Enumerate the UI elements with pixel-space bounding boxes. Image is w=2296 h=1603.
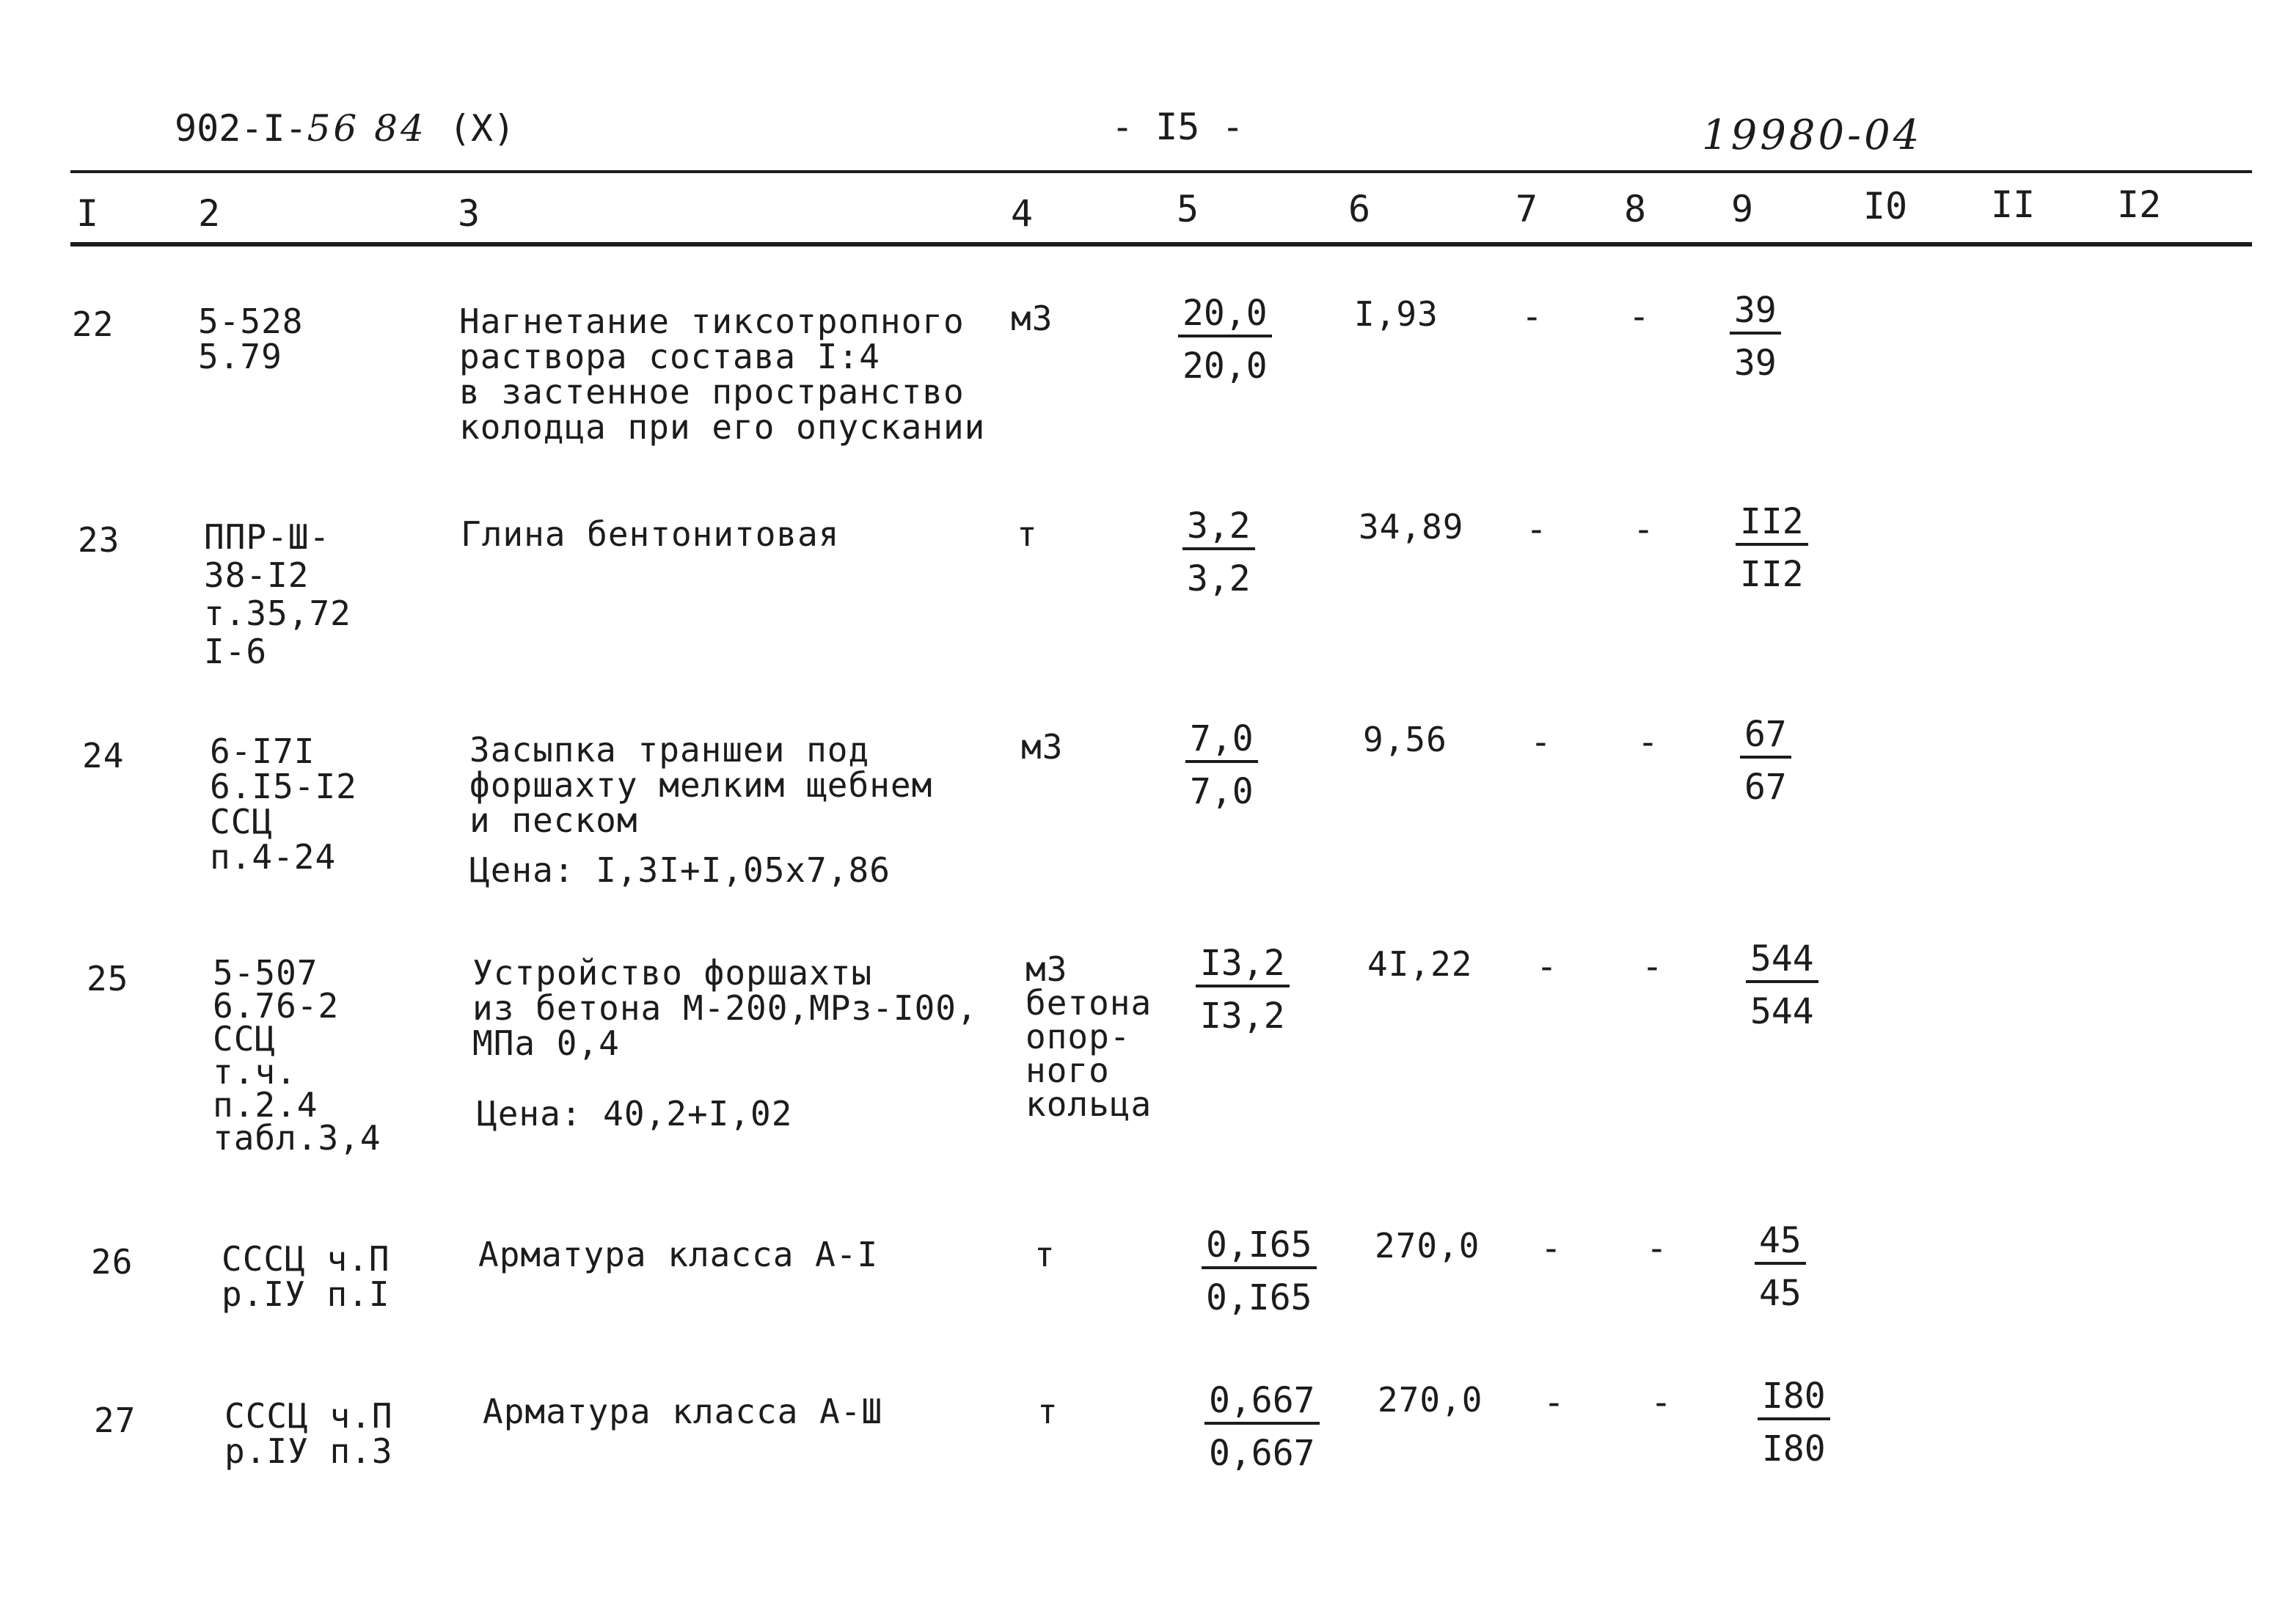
row-price-note: Цена: 40,2+I,02 (477, 1094, 793, 1133)
row-col7: - (1543, 1382, 1565, 1423)
row-code: СССЦ ч.П р.IУ п.I (222, 1239, 390, 1314)
quantity-numerator: I3,2 (1196, 945, 1290, 987)
row-name: Устройство форшахты из бетона М-200,МРз-I00, МПа 0,4 (472, 953, 978, 1063)
row-quantity (1182, 505, 1255, 599)
row-unit: т (1037, 1392, 1059, 1431)
row-unit-cost: 270,0 (1375, 1226, 1480, 1266)
column-header-12: I2 (2117, 183, 2162, 226)
total-denominator: 67 (1744, 767, 1787, 808)
row-code: 5-507 6.76-2 ССЦ т.ч. п.2.4 табл.3,4 (213, 953, 381, 1158)
quantity-numerator: 0,I65 (1202, 1227, 1317, 1269)
quantity-denominator: 0,667 (1209, 1433, 1315, 1474)
document-code-handwritten: 56 84 (307, 107, 427, 150)
quantity-numerator: 7,0 (1185, 720, 1258, 763)
row-total (1740, 716, 1791, 806)
row-number: 22 (72, 304, 114, 344)
row-col8: - (1642, 946, 1663, 987)
row-quantity (1185, 720, 1258, 810)
row-unit: т (1034, 1235, 1056, 1274)
row-code: ППР-Ш- 38-I2 т.35,72 I-6 (204, 517, 351, 671)
total-denominator: 544 (1750, 991, 1814, 1032)
total-numerator: 45 (1755, 1222, 1806, 1265)
row-unit: м3 (1011, 299, 1053, 338)
row-name: Глина бентонитовая (461, 514, 840, 554)
row-col7: - (1530, 722, 1551, 763)
row-col8: - (1646, 1228, 1667, 1269)
column-header-4: 4 (1011, 192, 1034, 235)
row-col8: - (1637, 722, 1659, 763)
column-header-10: I0 (1863, 185, 1908, 227)
column-header-7: 7 (1516, 188, 1538, 230)
header-bottom-rule (70, 242, 2252, 247)
row-unit-cost: I,93 (1354, 294, 1438, 334)
row-number: 25 (87, 959, 129, 998)
document-code-suffix: (X) (426, 107, 516, 150)
row-price-note: Цена: I,3I+I,05х7,86 (469, 850, 891, 890)
page-number: - I5 - (1111, 106, 1244, 148)
row-name: Нагнетание тиксотропного раствора состава I:4 в застенное пространство колодца при его опускании (459, 302, 986, 447)
row-quantity (1202, 1224, 1317, 1318)
row-total (1758, 1378, 1830, 1467)
quantity-denominator: 7,0 (1190, 771, 1254, 812)
row-name: Засыпка траншеи под форшахту мелким щебнем и песком (469, 730, 933, 840)
document-code (175, 107, 515, 150)
row-number: 26 (91, 1242, 134, 1282)
inventory-number: 19980-04 (1702, 112, 1923, 159)
column-header-8: 8 (1624, 188, 1647, 230)
total-denominator: II2 (1740, 554, 1804, 595)
column-header-5: 5 (1177, 188, 1199, 230)
header-top-rule (70, 170, 2252, 173)
column-header-1: I (76, 192, 99, 235)
column-header-6: 6 (1348, 188, 1371, 230)
column-header-2: 2 (198, 192, 221, 235)
quantity-denominator: 3,2 (1187, 558, 1251, 599)
quantity-denominator: 0,I65 (1206, 1277, 1312, 1318)
row-quantity (1196, 943, 1290, 1037)
row-col7: - (1540, 1228, 1562, 1269)
total-numerator: 39 (1730, 292, 1781, 335)
row-quantity (1178, 293, 1272, 387)
column-header-3: 3 (458, 192, 480, 235)
total-denominator: 39 (1734, 343, 1777, 384)
row-total (1746, 938, 1818, 1032)
total-denominator: 45 (1759, 1273, 1802, 1314)
document-code-prefix: 902-I- (175, 107, 307, 150)
total-denominator: I80 (1762, 1428, 1826, 1469)
row-unit-cost: 9,56 (1363, 720, 1447, 759)
row-total (1736, 503, 1808, 593)
quantity-numerator: 3,2 (1182, 508, 1255, 550)
row-unit: м3 бетона опор- ного кольца (1025, 949, 1152, 1124)
row-name: Арматура класса А-Ш (483, 1392, 883, 1431)
row-code: 5-528 5.79 (198, 302, 304, 376)
row-col8: - (1633, 509, 1654, 550)
row-unit-cost: 34,89 (1359, 507, 1464, 547)
row-col7: - (1536, 946, 1557, 987)
row-quantity (1204, 1382, 1320, 1472)
row-name: Арматура класса А-I (478, 1235, 879, 1274)
column-header-9: 9 (1731, 188, 1754, 230)
row-code: 6-I7I 6.I5-I2 ССЦ п.4-24 (210, 731, 357, 877)
total-numerator: 544 (1746, 941, 1818, 983)
total-numerator: II2 (1736, 503, 1808, 546)
row-col7: - (1526, 509, 1547, 550)
row-unit: м3 (1021, 727, 1064, 767)
column-header-11: II (1991, 183, 2036, 226)
row-col8: - (1628, 296, 1650, 337)
row-col8: - (1650, 1382, 1672, 1423)
row-number: 23 (78, 520, 120, 560)
row-unit-cost: 4I,22 (1367, 944, 1473, 984)
row-unit: т (1017, 514, 1038, 554)
quantity-denominator: 20,0 (1182, 346, 1268, 387)
total-numerator: I80 (1758, 1378, 1830, 1420)
total-numerator: 67 (1740, 716, 1791, 759)
row-number: 24 (82, 736, 125, 775)
row-number: 27 (94, 1401, 136, 1440)
row-col7: - (1521, 296, 1543, 337)
row-total (1755, 1222, 1806, 1312)
row-total (1730, 290, 1781, 384)
quantity-numerator: 0,667 (1204, 1382, 1320, 1425)
row-code: СССЦ ч.П р.IУ п.3 (224, 1396, 393, 1471)
row-unit-cost: 270,0 (1378, 1380, 1483, 1420)
quantity-numerator: 20,0 (1178, 295, 1272, 337)
quantity-denominator: I3,2 (1200, 996, 1285, 1037)
